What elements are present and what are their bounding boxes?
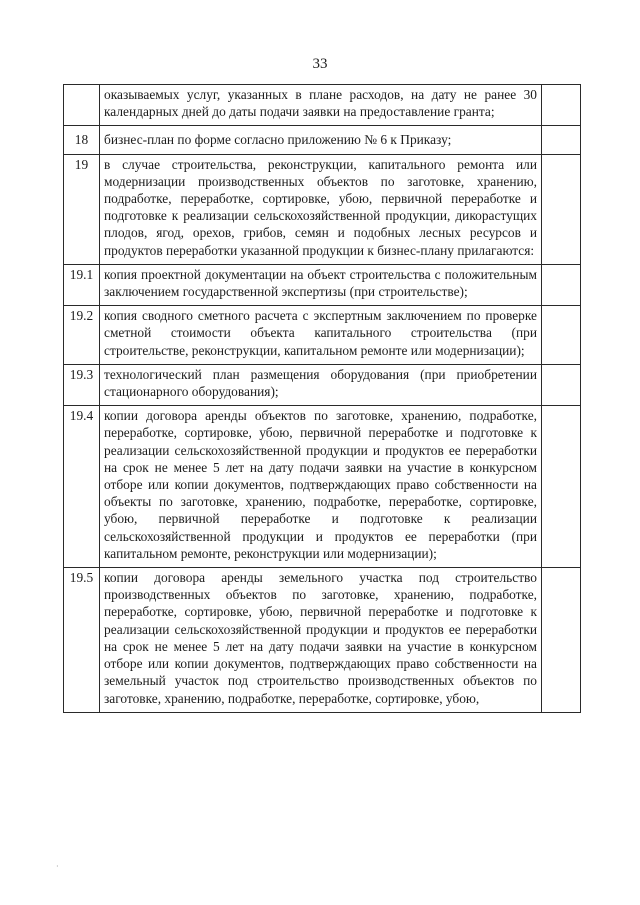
row-number: 19.3 <box>64 364 100 405</box>
table-row <box>64 154 581 264</box>
row-number <box>64 85 100 126</box>
row-mark-cell <box>542 85 581 126</box>
document-table <box>63 84 581 713</box>
row-mark-cell <box>542 568 581 713</box>
row-mark-cell <box>542 364 581 405</box>
page-number: 33 <box>312 56 328 72</box>
table-row <box>64 306 581 365</box>
row-number: 19 <box>64 154 100 264</box>
row-mark-cell <box>542 126 581 154</box>
table-row <box>64 364 581 405</box>
table-row <box>64 264 581 305</box>
table-row <box>64 568 581 713</box>
row-text: копии договора аренды объектов по заготовке, хранению, подработке, переработке, сортировке, убою, первичной переработке и подготовке к реализации сельскохозяйственной продукции и продуктов ее переработки на срок не менее 5 лет на дату подачи заявки на участие в конкурсном отборе или копии документов, подтверждающих право собственности на объекты по заготовке, хранению, подработке, переработке, сортировке, убою, первичной переработке и подготовке к реализации сельскохозяйственной продукции и продуктов ее переработки (при капитальном ремонте, реконструкции или модернизации); <box>100 406 542 568</box>
row-text: копии договора аренды земельного участка под строительство производственных объектов по заготовке, хранению, подработке, переработке, сортировке, убою, первичной переработке и подготовке к реализации сельскохозяйственной продукции и продуктов ее переработки на срок не менее 5 лет на дату подачи заявки на участие в конкурсном отборе или копии документов, подтверждающих право собственности на земельный участок под строительство производственных объектов по заготовке, хранению, подработке, переработке, сортировке, убою, <box>100 568 542 713</box>
table-row <box>64 406 581 568</box>
row-mark-cell <box>542 154 581 264</box>
row-number: 19.4 <box>64 406 100 568</box>
row-mark-cell <box>542 406 581 568</box>
row-text: в случае строительства, реконструкции, капитального ремонта или модернизации производственных объектов по заготовке, хранению, подработке, переработке, сортировке, убою, первичной переработке и подготовке к реализации сельскохозяйственной продукции, дикорастущих плодов, ягод, орехов, грибов, семян и подобных лесных ресурсов и продуктов переработки указанной продукции к бизнес-плану прилагаются: <box>100 154 542 264</box>
table-row <box>64 85 581 126</box>
scan-speck: · <box>56 862 59 871</box>
table-row <box>64 126 581 154</box>
row-mark-cell <box>542 264 581 305</box>
row-number: 19.1 <box>64 264 100 305</box>
row-mark-cell <box>542 306 581 365</box>
row-number: 19.5 <box>64 568 100 713</box>
row-text: оказываемых услуг, указанных в плане расходов, на дату не ранее 30 календарных дней до даты подачи заявки на предоставление гранта; <box>100 85 542 126</box>
row-number: 19.2 <box>64 306 100 365</box>
row-text: бизнес-план по форме согласно приложению № 6 к Приказу; <box>100 126 542 154</box>
row-text: копия сводного сметного расчета с экспертным заключением по проверке сметной стоимости объекта капитального строительства (при строительстве, реконструкции, капитальном ремонте или модернизации); <box>100 306 542 365</box>
row-number: 18 <box>64 126 100 154</box>
row-text: технологический план размещения оборудования (при приобретении стационарного оборудования); <box>100 364 542 405</box>
row-text: копия проектной документации на объект строительства с положительным заключением государственной экспертизы (при строительстве); <box>100 264 542 305</box>
